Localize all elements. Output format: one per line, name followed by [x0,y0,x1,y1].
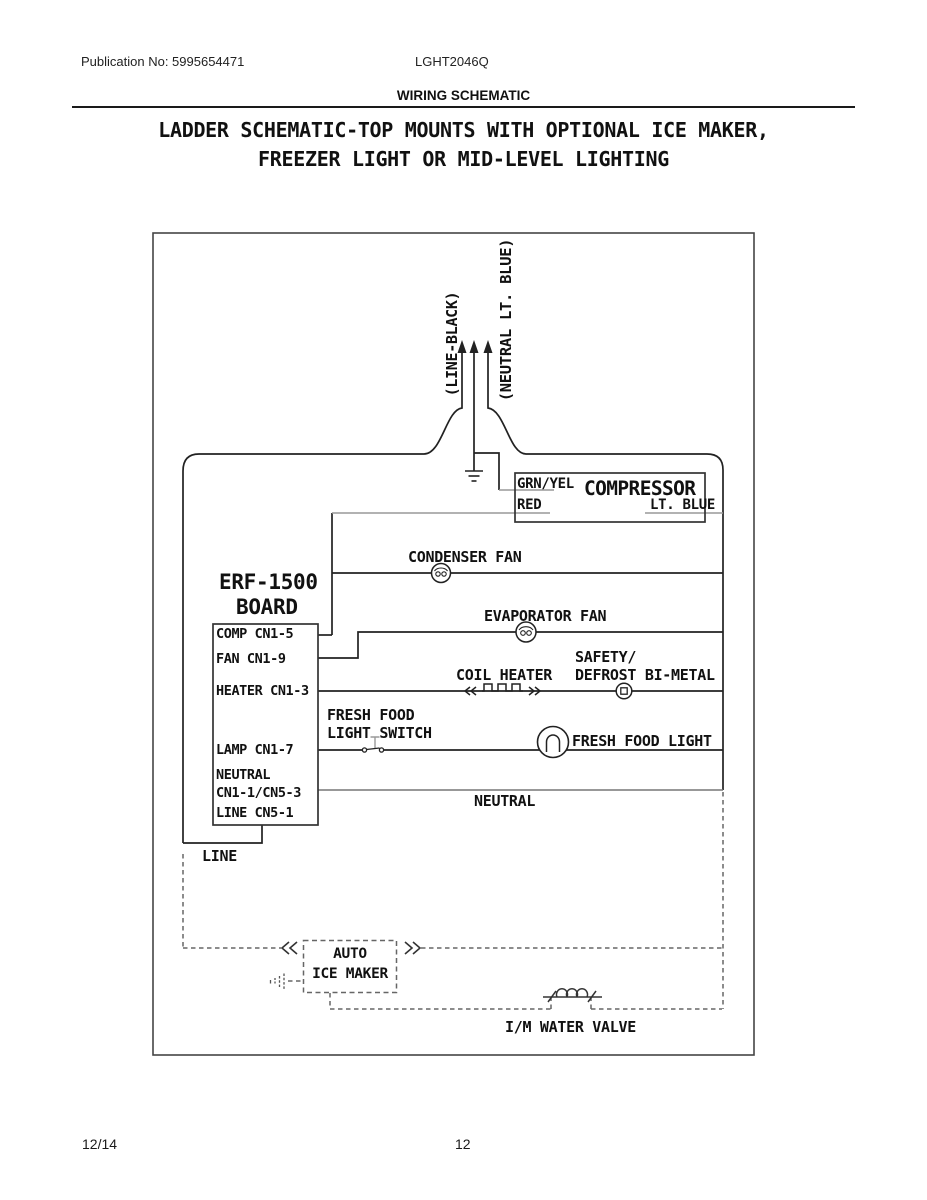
compressor-lt-blue-label: LT. BLUE [650,497,716,513]
ice-maker-ground-icon [271,974,285,990]
board-title-line2: BOARD [236,595,298,619]
board-pin-comp: COMP CN1-5 [216,626,294,642]
ice-maker-label-line1: AUTO [333,946,367,962]
header-rule [72,106,855,108]
ff-switch-label-line2: LIGHT SWITCH [327,724,432,742]
model-number: LGHT2046Q [415,54,489,69]
footer-page-number: 12 [455,1136,471,1152]
section-header: WIRING SCHEMATIC [396,88,531,103]
coil-heater-icon [465,684,540,695]
line-black-wire-label: (LINE-BLACK) [443,291,461,397]
board-pin-lamp: LAMP CN1-7 [216,742,294,758]
board-pin-fan: FAN CN1-9 [216,651,286,667]
defrost-bimetal-icon [616,683,632,699]
publication-number: Publication No: 5995654471 [81,54,245,69]
condenser-fan-label: CONDENSER FAN [408,548,522,566]
board-pin-heater: HEATER CN1-3 [216,683,309,699]
compressor-title: COMPRESSOR [584,477,696,500]
board-pin-neutral-1: NEUTRAL [216,767,271,783]
safety-label-line1: SAFETY/ [575,648,637,666]
board-pin-line: LINE CN5-1 [216,805,294,821]
water-valve-label: I/M WATER VALVE [505,1018,636,1036]
compressor-grn-yel-label: GRN/YEL [517,476,574,492]
line-rail-label: LINE [202,847,237,865]
compressor-red-label: RED [517,497,542,513]
coil-heater-label: COIL HEATER [456,666,553,684]
evaporator-fan-label: EVAPORATOR FAN [484,607,607,625]
board-title-line1: ERF-1500 [219,570,318,594]
page-title-line2: FREEZER LIGHT OR MID-LEVEL LIGHTING [258,147,669,171]
neutral-rung-label: NEUTRAL [474,792,536,810]
evaporator-fan-motor-icon [516,622,536,642]
fresh-food-light-label: FRESH FOOD LIGHT [572,732,712,750]
footer-date: 12/14 [82,1136,118,1152]
ff-switch-label-line1: FRESH FOOD [327,706,415,724]
condenser-fan-motor-icon [432,564,451,583]
light-bulb-icon [538,727,569,758]
water-valve-coil-icon [543,989,602,1002]
neutral-lt-blue-wire-label: (NEUTRAL LT. BLUE) [497,238,515,402]
arrow-up-icons [458,340,493,353]
page-title-line1: LADDER SCHEMATIC-TOP MOUNTS WITH OPTIONAL ICE MAKER, [158,118,769,142]
board-pin-neutral-2: CN1-1/CN5-3 [216,785,302,801]
ground-icon [465,471,483,481]
ice-maker-label-line2: ICE MAKER [312,966,388,982]
safety-label-line2: DEFROST BI-METAL [575,666,715,684]
